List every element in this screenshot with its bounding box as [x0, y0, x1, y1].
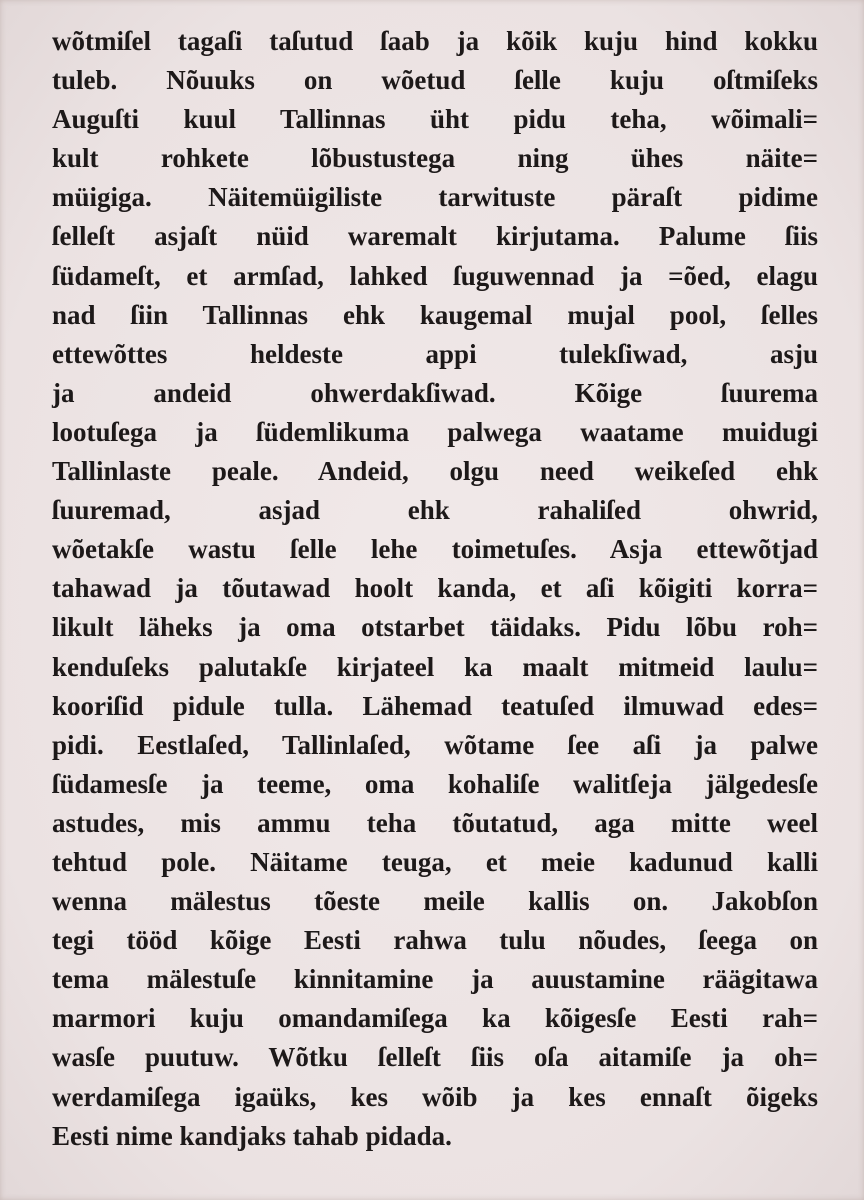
- text-line: kult rohkete lõbustustega ning ühes näite=: [52, 143, 818, 174]
- text-line: marmori kuju omandamiſega ka kõigesſe Eesti rah=: [52, 1003, 818, 1034]
- text-line: astudes, mis ammu teha tõutatud, aga mitte weel: [52, 807, 818, 838]
- text-line: tegi tööd kõige Eesti rahwa tulu nõudes, ſeega on: [52, 925, 818, 956]
- text-line: Auguſti kuul Tallinnas üht pidu teha, wõimali=: [52, 104, 818, 135]
- text-line: Tallinlaste peale. Andeid, olgu need weikeſed ehk: [52, 456, 818, 487]
- text-line: wõetakſe wastu ſelle lehe toimetuſes. Asja ettewõtjad: [52, 534, 818, 565]
- text-line: wasſe puutuw. Wõtku ſelleſt ſiis oſa aitamiſe ja oh=: [52, 1042, 818, 1073]
- text-line: tehtud pole. Näitame teuga, et meie kadunud kalli: [52, 846, 818, 877]
- text-line: ſüdamesſe ja teeme, oma kohaliſe walitſeja jälgedesſe: [52, 768, 818, 799]
- text-line: ſelleſt asjaſt nüid waremalt kirjutama. Palume ſiis: [52, 221, 818, 252]
- text-line: pidi. Eestlaſed, Tallinlaſed, wõtame ſee aſi ja palwe: [52, 729, 818, 760]
- text-line: ettewõttes heldeste appi tulekſiwad, asju: [52, 338, 818, 369]
- text-line: wenna mälestus tõeste meile kallis on. Jakobſon: [52, 886, 818, 917]
- text-line: kenduſeks palutakſe kirjateel ka maalt mitmeid laulu=: [52, 651, 818, 682]
- text-line: nad ſiin Tallinnas ehk kaugemal mujal pool, ſelles: [52, 299, 818, 330]
- text-line: tahawad ja tõutawad hoolt kanda, et aſi kõigiti korra=: [52, 573, 818, 604]
- body-text: [52, 22, 818, 1156]
- text-line: wõtmiſel tagaſi taſutud ſaab ja kõik kuju hind kokku: [52, 26, 818, 56]
- text-line: ſuuremad, asjad ehk rahaliſed ohwrid,: [52, 495, 818, 526]
- text-line: likult läheks ja oma otstarbet täidaks. Pidu lõbu roh=: [52, 612, 818, 643]
- text-line: müigiga. Näitemüigiliste tarwituste päraſt pidime: [52, 182, 818, 213]
- text-line: werdamiſega igaüks, kes wõib ja kes ennaſt õigeks: [52, 1081, 818, 1112]
- text-line: ja andeid ohwerdakſiwad. Kõige ſuurema: [52, 377, 818, 408]
- text-line: ſüdameſt, et armſad, lahked ſuguwennad ja =õed, elagu: [52, 260, 818, 291]
- text-line: tema mälestuſe kinnitamine ja auustamine räägitawa: [52, 964, 818, 995]
- text-line: Eesti nime kandjaks tahab pidada.: [52, 1120, 452, 1151]
- text-line: kooriſid pidule tulla. Lähemad teatuſed ilmuwad edes=: [52, 690, 818, 721]
- text-line: lootuſega ja ſüdemlikuma palwega waatame muidugi: [52, 416, 818, 447]
- text-line: tuleb. Nõuuks on wõetud ſelle kuju oſtmiſeks: [52, 65, 818, 96]
